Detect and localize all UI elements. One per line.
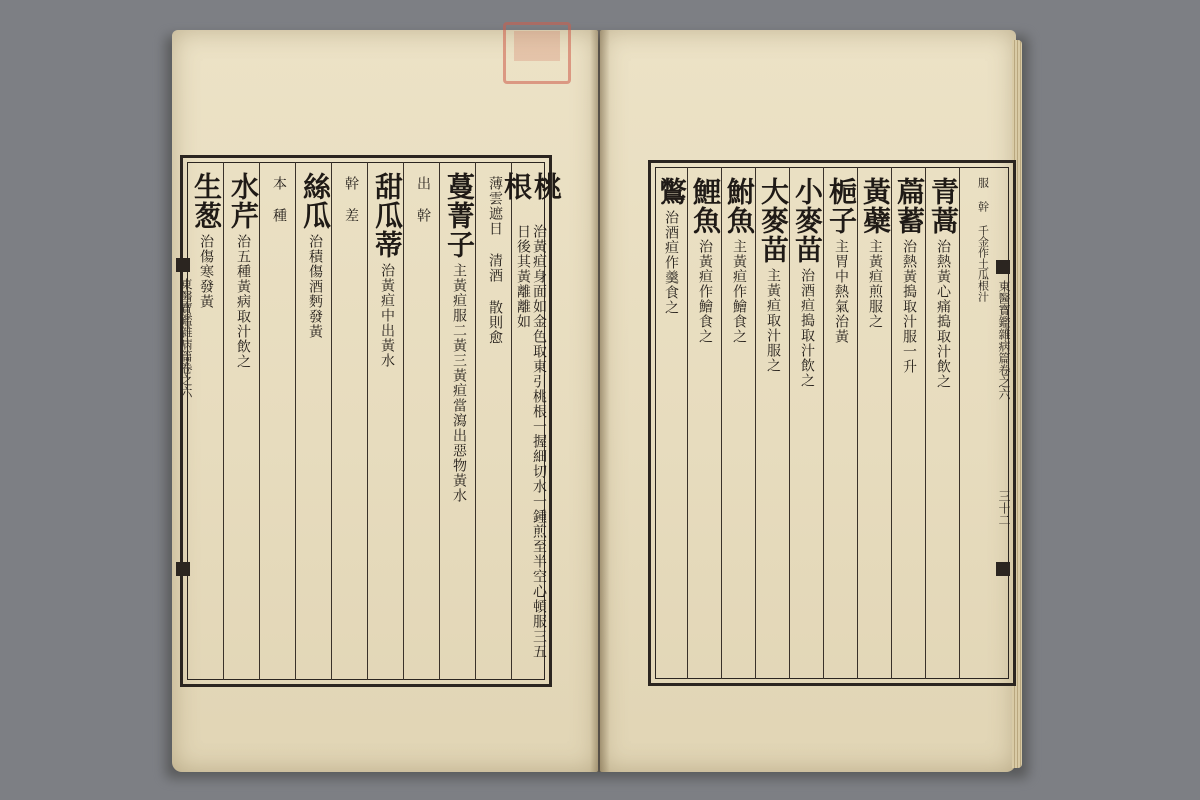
left-column-6	[335, 172, 367, 674]
entry-text: 本 種	[271, 176, 287, 223]
page-number: 三十二	[997, 490, 1011, 526]
entry-text: 治酒疸作羹食之	[663, 210, 679, 315]
entry-head: 黃蘗	[859, 177, 892, 235]
left-column-7	[299, 172, 331, 674]
entry-head: 蔓菁子	[443, 172, 476, 259]
entry-head: 青蒿	[927, 177, 960, 235]
entry-text: 主黃疸煎服之	[867, 239, 883, 329]
entry-text: 治五種黃病取汁飲之	[235, 234, 251, 369]
entry-head: 小麥苗	[791, 177, 824, 264]
left-column-9	[227, 172, 259, 674]
right-column-8	[723, 177, 755, 673]
entry-text: 主胃中熱氣治黃	[833, 239, 849, 344]
entry-head: 甜瓜蒂	[371, 172, 404, 259]
right-margin-title: 東醫寶鑑雜病篇卷之六	[997, 280, 1011, 400]
column-rule	[721, 167, 722, 679]
entry-text: 治酒疸搗取汁飲之	[799, 268, 815, 388]
column-rule	[687, 167, 688, 679]
column-rule	[891, 167, 892, 679]
column-rule	[959, 167, 960, 679]
entry-head: 鮒魚	[723, 177, 756, 235]
fold-fishtail-mark	[996, 562, 1010, 576]
column-rule	[259, 162, 260, 680]
fold-fishtail-mark	[176, 258, 190, 272]
entry-text: 治傷寒發黃	[198, 234, 214, 309]
right-column-6	[791, 177, 823, 673]
entry-text: 出 幹	[415, 176, 431, 223]
entry-head: 桃根	[500, 172, 563, 201]
fold-fishtail-mark	[176, 562, 190, 576]
left-margin-title: 東醫寶鑑雜病篇卷之六	[179, 278, 193, 398]
right-column-3	[893, 177, 925, 673]
entry-head: 水芹	[227, 172, 260, 230]
entry-text: 治積傷酒麪發黃	[307, 234, 323, 339]
left-column-2	[479, 172, 511, 674]
right-column-7	[757, 177, 789, 673]
entry-head: 梔子	[825, 177, 858, 235]
entry-text: 薄雲遮日 清酒 散則愈	[487, 176, 503, 345]
entry-text: 治黃疸身面如金色取東引桃根一握細切水一鍾煎至半空心頓服三五日後其黃離離如	[515, 224, 547, 660]
entry-text: 服 幹 千金作土瓜根汁	[976, 177, 990, 302]
left-column-3	[443, 172, 475, 674]
column-rule	[511, 162, 512, 680]
column-rule	[925, 167, 926, 679]
right-column-9	[689, 177, 721, 673]
column-rule	[755, 167, 756, 679]
entry-text: 治熱黃搗取汁服一升	[901, 239, 917, 374]
seal-mark	[514, 31, 560, 61]
entry-text: 主黃疸取汁服之	[765, 268, 781, 373]
left-text-frame	[180, 155, 563, 687]
book-gutter	[590, 30, 610, 772]
left-column-4	[407, 172, 439, 674]
entry-text: 幹 差	[343, 176, 359, 223]
column-rule	[223, 162, 224, 680]
right-text-frame	[648, 160, 1016, 686]
right-column-5	[825, 177, 857, 673]
entry-text: 主黃疸作鱠食之	[731, 239, 747, 344]
right-column-2	[927, 177, 959, 673]
left-column-5	[371, 172, 403, 674]
left-column-1	[500, 172, 563, 674]
fold-fishtail-mark	[996, 260, 1010, 274]
column-rule	[857, 167, 858, 679]
entry-text: 治熱黃心痛搗取汁飲之	[935, 239, 951, 389]
column-rule	[367, 162, 368, 680]
column-rule	[295, 162, 296, 680]
library-seal-stamp	[503, 22, 571, 84]
left-column-8	[263, 172, 295, 674]
entry-head: 大麥苗	[757, 177, 790, 264]
entry-head: 萹蓄	[893, 177, 926, 235]
entry-text: 主黃疸服二黃三黃疸當瀉出惡物黃水	[451, 263, 467, 503]
entry-head: 鯉魚	[689, 177, 722, 235]
entry-text: 治黃疸作鱠食之	[697, 239, 713, 344]
column-rule	[331, 162, 332, 680]
column-rule	[439, 162, 440, 680]
entry-head: 絲瓜	[299, 172, 332, 230]
entry-text: 治黃疸中出黃水	[379, 263, 395, 368]
right-column-10	[655, 177, 687, 673]
entry-head: 生葱	[190, 172, 223, 230]
right-column-4	[859, 177, 891, 673]
entry-head: 鷩	[655, 177, 688, 206]
